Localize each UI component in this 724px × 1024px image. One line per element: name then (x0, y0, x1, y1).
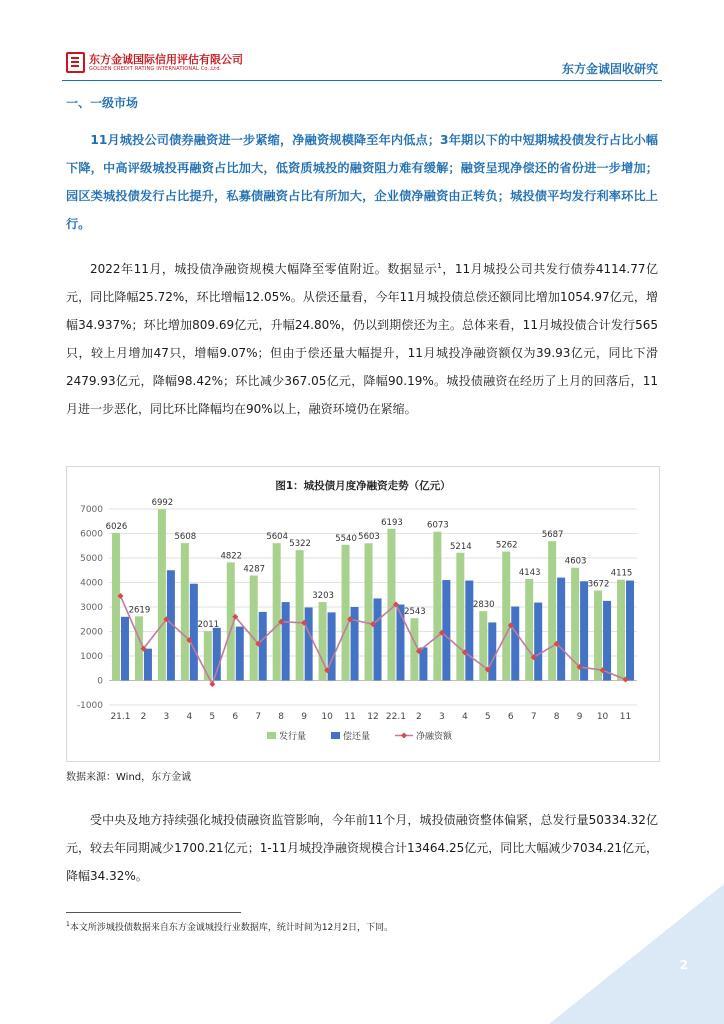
y-tick-label: 4000 (80, 578, 103, 589)
bar-repayment (305, 607, 313, 680)
bar-issuance (365, 543, 373, 680)
bar-repayment (374, 598, 382, 680)
data-label: 6992 (151, 498, 174, 509)
bar-issuance (433, 532, 441, 681)
bar-repayment (534, 603, 542, 681)
x-tick-label: 9 (301, 712, 307, 722)
x-tick-label: 3 (439, 712, 445, 722)
y-tick-label: 6000 (80, 529, 103, 540)
bar-issuance (548, 541, 556, 680)
net-financing-chart (66, 466, 660, 762)
chart-title: 图1：城投债月度净融资走势（亿元） (275, 480, 451, 492)
data-label: 5214 (450, 541, 472, 552)
x-tick-label: 10 (596, 712, 609, 722)
bar-repayment (190, 584, 198, 681)
data-label: 2830 (472, 600, 495, 611)
y-tick-label: 0 (97, 676, 103, 687)
legend-label: 净融资额 (416, 732, 453, 742)
data-source: 数据来源：Wind，东方金诚 (66, 772, 192, 783)
y-tick-label: -1000 (76, 701, 103, 711)
x-tick-label: 9 (576, 712, 583, 722)
bar-issuance (502, 552, 510, 681)
y-tick-label: 2000 (80, 627, 103, 638)
data-label: 6193 (381, 517, 403, 528)
data-label: 5687 (541, 530, 564, 541)
x-tick-label: 5 (484, 712, 491, 722)
x-tick-label: 8 (553, 712, 560, 722)
bar-repayment (282, 602, 290, 680)
x-tick-label: 11 (619, 712, 632, 722)
corner-triangle (549, 884, 724, 1024)
bar-repayment (603, 601, 611, 681)
bar-issuance (319, 602, 327, 680)
y-tick-label: 7000 (80, 505, 103, 515)
footnote-ref: 1 (437, 262, 442, 270)
footnote-divider (66, 912, 241, 913)
x-tick-label: 3 (163, 712, 170, 722)
bar-repayment (557, 578, 565, 681)
data-label: 5603 (358, 532, 380, 543)
page-number: 2 (679, 958, 688, 972)
y-tick-label: 1000 (80, 652, 103, 662)
x-tick-label: 6 (232, 712, 239, 722)
data-label: 3203 (312, 591, 334, 602)
x-tick-label: 2 (140, 712, 147, 722)
y-tick-label: 3000 (80, 603, 103, 613)
data-label: 5604 (266, 532, 288, 543)
x-tick-label: 8 (278, 712, 285, 722)
footnote (66, 920, 393, 933)
bar-repayment (236, 627, 244, 681)
bar-issuance (617, 580, 625, 681)
x-tick-label: 4 (461, 712, 468, 722)
data-label: 4143 (518, 567, 541, 578)
data-label: 4115 (610, 568, 633, 579)
bar-issuance (112, 533, 120, 681)
bar-issuance (342, 545, 350, 681)
body-paragraph-1 (66, 252, 658, 423)
header-divider (62, 80, 662, 81)
section-title: 一、一级市场 (66, 96, 139, 110)
legend-swatch-marker (401, 733, 407, 739)
x-tick-label: 22.1 (385, 712, 406, 722)
x-tick-label: 12 (367, 712, 379, 722)
x-tick-label: 7 (530, 712, 537, 722)
bar-issuance (204, 631, 212, 680)
bar-repayment (511, 607, 519, 681)
para1-text-b: ，11月城投公司共发行债券4114.77亿元，同比降幅25.72%，环比增幅12.05%。从偿还量看，今年11月城投债总偿还额同比增加1054.97亿元，增幅34.937%；环比增加809.69亿元，升幅24.80%，仍以到期偿还为主。总体来看，11月城投债合计发行565只，较上月增加47只，增幅9.07%；但由于偿还量大幅提升，11月城投净融资额仅为39.93亿元，同比下滑2479.93亿元，降幅98.42%；环比减少367.05亿元，降幅90.19%。城投债融资在经历了上月的回落后，11月进一步恶化，同比环比降幅均在90%以上，融资环境仍在紧缩。 (66, 262, 658, 416)
bar-issuance (594, 591, 602, 681)
summary-paragraph: 11月城投公司债券融资进一步紧缩，净融资规模降至年内低点；3年期以下的中短期城投债发行占比小幅下降，中高评级城投再融资占比加大，低资质城投的融资阻力难有缓解；融资呈现净偿还的省份进一步增加；园区类城投债发行占比提升，私募债融资占比有所加大，企业债净融资由正转负；城投债平均发行利率环比上行。 (66, 133, 658, 231)
footnote-text: 本文所涉城投债数据来自东方金诚城投行业数据库，统计时间为12月2日，下同。 (69, 923, 394, 933)
bar-repayment (144, 649, 152, 681)
x-tick-label: 11 (344, 712, 356, 722)
legend-swatch (331, 732, 340, 739)
company-name-en: GOLDEN CREDIT RATING INTERNATIONAL Co.,Ltd. (89, 65, 222, 72)
data-label: 2619 (128, 605, 151, 616)
bar-repayment (580, 581, 588, 680)
data-label: 5262 (495, 540, 518, 551)
company-name-cn: 东方金诚国际信用评估有限公司 (89, 52, 243, 66)
x-tick-label: 4 (186, 712, 193, 722)
bar-issuance (296, 550, 304, 680)
data-label: 5322 (289, 539, 311, 550)
data-label: 2543 (404, 607, 426, 618)
bar-repayment (121, 617, 129, 681)
net-financing-point (209, 681, 215, 687)
data-label: 6026 (105, 521, 128, 532)
data-label: 3672 (587, 579, 610, 590)
x-tick-label: 6 (507, 712, 514, 722)
bar-repayment (626, 581, 634, 681)
para1-text-a: 2022年11月，城投债净融资规模大幅降至零值附近。数据显示 (90, 262, 438, 276)
x-tick-label: 5 (209, 712, 216, 722)
x-tick-label: 10 (321, 712, 333, 722)
chart-svg (67, 467, 659, 761)
header-title: 东方金诚固收研究 (561, 62, 658, 76)
footnote-marker: 1 (66, 921, 70, 928)
x-tick-label: 2 (416, 712, 422, 722)
bar-issuance (181, 543, 189, 680)
bar-issuance (456, 553, 464, 681)
data-label: 6073 (427, 520, 449, 531)
legend-swatch (267, 732, 276, 739)
bar-issuance (273, 543, 281, 680)
data-label: 4822 (220, 551, 243, 562)
x-tick-label: 21.1 (110, 712, 131, 722)
bar-issuance (250, 575, 258, 680)
y-tick-label: 5000 (80, 554, 103, 564)
bar-repayment (488, 622, 496, 680)
bar-repayment (259, 612, 267, 681)
bar-issuance (525, 579, 533, 681)
data-label: 2011 (197, 620, 220, 631)
logo-mark-icon (66, 52, 85, 73)
data-label: 4603 (564, 556, 587, 567)
company-logo (66, 52, 243, 73)
legend-label: 发行量 (279, 732, 307, 742)
bar-repayment (465, 581, 473, 681)
corner-decoration (549, 884, 724, 1024)
data-label: 5540 (335, 533, 357, 544)
body-paragraph-2: 受中央及地方持续强化城投债融资监管影响，今年前11个月，城投债融资整体偏紧，总发行量50334.32亿元，较去年同期减少1700.21亿元；1-11月城投净融资规模合计13464.25亿元，同比大幅减少7034.21亿元，降幅34.32%。 (66, 813, 658, 883)
bar-repayment (442, 580, 450, 680)
bar-issuance (158, 509, 166, 680)
x-tick-label: 7 (255, 712, 262, 722)
data-label: 5608 (174, 532, 197, 543)
legend-label: 偿还量 (343, 732, 371, 742)
data-label: 4287 (243, 564, 266, 575)
